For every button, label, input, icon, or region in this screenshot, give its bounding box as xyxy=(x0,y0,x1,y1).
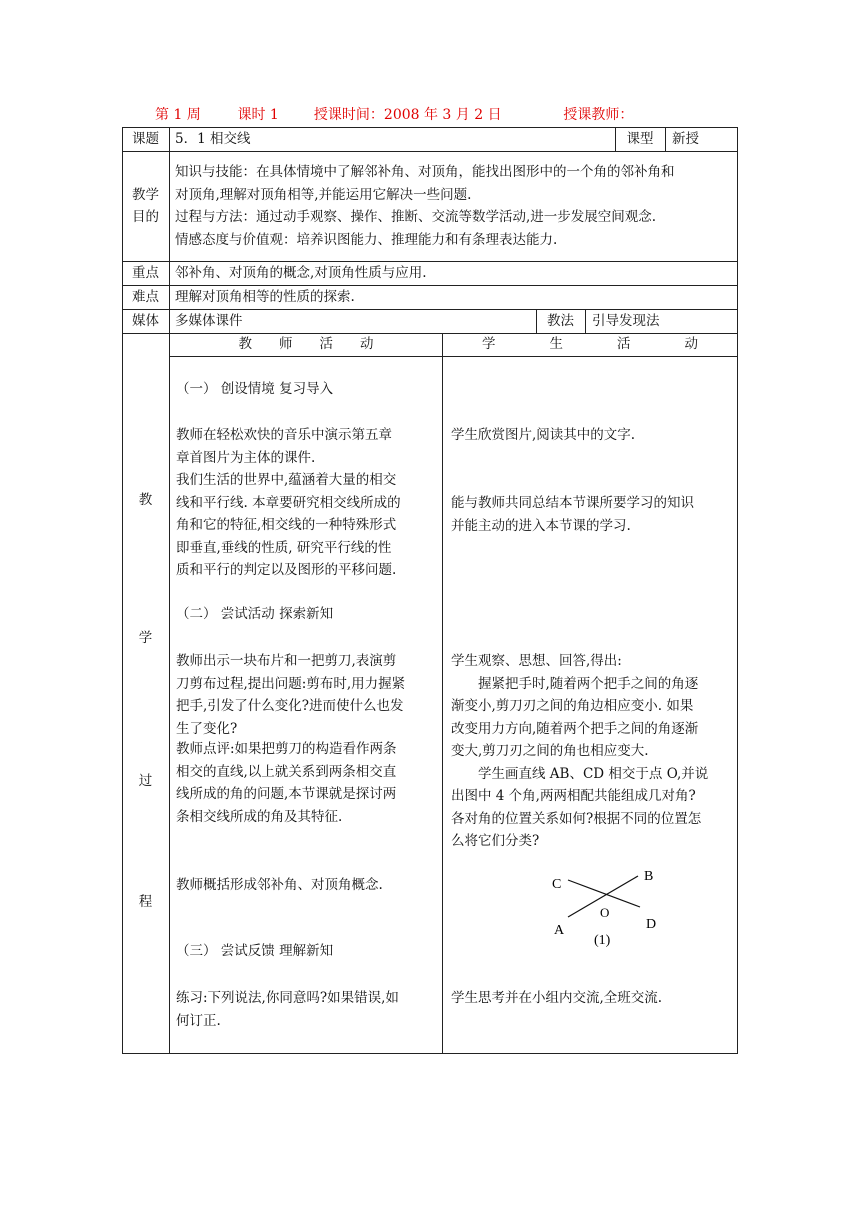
text-line: 即垂直,垂线的性质, 研究平行线的性 xyxy=(176,539,392,556)
teacher-activity-header: 教 师 活 动 xyxy=(238,336,374,352)
teacher-paragraph-2 xyxy=(176,650,405,740)
teacher-paragraph-5 xyxy=(176,987,399,1032)
type-label: 课型 xyxy=(626,131,654,147)
student-paragraph-2 xyxy=(451,492,694,537)
key-label: 重点 xyxy=(132,265,159,281)
title-value: 5．1 相交线 xyxy=(175,131,251,147)
text-line: 线所成的角的问题,本节课就是探讨两 xyxy=(176,786,397,802)
text-line: 学生画直线 AB、CD 相交于点 O,并说 xyxy=(451,765,709,782)
process-label-4: 程 xyxy=(138,894,153,910)
method-label: 教法 xyxy=(547,313,574,329)
label-b: B xyxy=(644,869,654,884)
text-line: 改变用力方向,随着两个把手之间的角逐渐 xyxy=(451,720,699,737)
process-label-2: 学 xyxy=(138,630,153,646)
line-cd xyxy=(568,880,640,907)
teacher-paragraph-1 xyxy=(176,424,401,582)
text-line: 我们生活的世界中,蕴涵着大量的相交 xyxy=(176,472,397,488)
media-label: 媒体 xyxy=(132,313,159,329)
goal-text xyxy=(175,161,675,251)
text-line: 么将它们分类? xyxy=(451,833,540,849)
label-o: O xyxy=(600,905,610,920)
text-line: 握紧把手时,随着两个把手之间的角逐 xyxy=(451,675,699,692)
process-label-1: 教 xyxy=(138,492,153,508)
text-line: 教师在轻松欢快的音乐中演示第五章 xyxy=(176,427,392,443)
text-line: 学生观察、思想、回答,得出: xyxy=(451,653,622,669)
process-label-3: 过 xyxy=(138,773,153,789)
header-teacher: 授课教师： xyxy=(563,107,634,123)
difficult-label: 难点 xyxy=(132,289,159,305)
text-line: 何订正. xyxy=(176,1012,221,1029)
student-paragraph-3 xyxy=(451,650,708,853)
teacher-paragraph-3 xyxy=(176,738,397,828)
student-paragraph-4: 学生思考并在小组内交流,全班交流. xyxy=(451,990,663,1006)
section-heading-3: （三） 尝试反馈 理解新知 xyxy=(176,943,334,959)
text-line: 教师出示一块布片和一把剪刀,表演剪 xyxy=(176,653,397,669)
text-line: 能与教师共同总结本节课所要学习的知识 xyxy=(451,495,694,511)
text-line: 出图中 4 个角,两两相配共能组成几对角? xyxy=(451,788,696,804)
text-line: 角和它的特征,相交线的一种特殊形式 xyxy=(176,517,397,533)
text-line: 刀剪布过程,提出问题:剪布时,用力握紧 xyxy=(176,675,406,692)
media-value: 多媒体课件 xyxy=(175,313,243,329)
label-c: C xyxy=(552,877,562,892)
header-date: 授课时间：2008 年 3 月 2 日 xyxy=(313,107,502,123)
header-week: 第 1 周 xyxy=(155,107,201,123)
intersecting-lines-figure xyxy=(540,860,670,950)
key-value: 邻补角、对顶角的概念,对顶角性质与应用. xyxy=(175,265,427,281)
text-line: 变大,剪刀刃之间的角也相应变大. xyxy=(451,743,649,759)
goal-line: 知识与技能：在具体情境中了解邻补角、对顶角，能找出图形中的一个角的邻补角和 xyxy=(175,164,675,180)
text-line: 质和平行的判定以及图形的平移问题. xyxy=(176,562,397,578)
text-line: 渐变小,剪刀刃之间的角边相应变小. 如果 xyxy=(451,698,694,714)
text-line: 相交的直线,以上就关系到两条相交直 xyxy=(176,763,397,780)
title-label: 课题 xyxy=(132,131,159,147)
label-d: D xyxy=(646,917,657,932)
text-line: 线和平行线. 本章要研究相交线所成的 xyxy=(176,494,401,511)
type-value: 新授 xyxy=(672,131,699,147)
method-value: 引导发现法 xyxy=(592,313,660,329)
goal-label-1: 教学 xyxy=(132,187,159,203)
goal-line: 过程与方法：通过动手观察、操作、推断、交流等数学活动,进一步发展空间观念. xyxy=(175,209,657,225)
section-heading-1: （一） 创设情境 复习导入 xyxy=(176,381,334,397)
header-line xyxy=(155,104,633,124)
student-activity-header: 学 生 活 动 xyxy=(482,336,698,352)
text-line: 练习:下列说法,你同意吗?如果错误,如 xyxy=(176,990,399,1006)
goal-line: 对顶角,理解对顶角相等,并能运用它解决一些问题. xyxy=(175,186,472,203)
header-lesson: 课时 1 xyxy=(237,107,279,123)
goal-label-2: 目的 xyxy=(132,209,159,225)
student-paragraph-1: 学生欣赏图片,阅读其中的文字. xyxy=(451,427,636,443)
difficult-value: 理解对顶角相等的性质的探索. xyxy=(175,289,355,305)
figure-caption: (1) xyxy=(594,933,611,948)
text-line: 各对角的位置关系如何?根据不同的位置怎 xyxy=(451,810,702,827)
section-heading-2: （二） 尝试活动 探索新知 xyxy=(176,606,334,622)
text-line: 条相交线所成的角及其特征. xyxy=(176,808,343,825)
text-line: 教师点评:如果把剪刀的构造看作两条 xyxy=(176,741,397,757)
text-line: 生了变化? xyxy=(176,720,238,737)
label-a: A xyxy=(554,923,565,938)
text-line: 章首图片为主体的课件. xyxy=(176,449,316,466)
goal-line: 情感态度与价值观：培养识图能力、推理能力和有条理表达能力. xyxy=(175,231,558,248)
teacher-paragraph-4: 教师概括形成邻补角、对顶角概念. xyxy=(176,877,383,893)
text-line: 并能主动的进入本节课的学习. xyxy=(451,517,631,534)
text-line: 把手,引发了什么变化?进而使什么也发 xyxy=(176,698,404,714)
